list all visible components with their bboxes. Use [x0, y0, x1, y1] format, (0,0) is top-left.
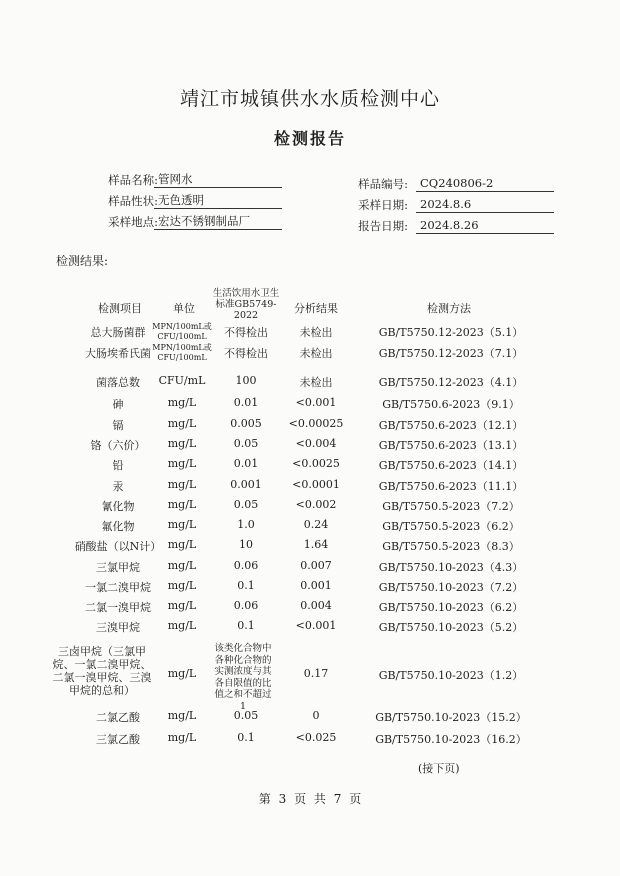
cell-item: 二氯乙酸 [96, 711, 140, 724]
cell-method: GB/T5750.5-2023（7.2） [382, 500, 520, 513]
cell-unit: MPN/100mL或CFU/100mL [152, 343, 212, 362]
cell-unit: mg/L [167, 559, 197, 572]
cell-standard: 0.05 [233, 498, 259, 511]
cell-unit: CFU/mL [158, 374, 206, 387]
cell-standard: 0.06 [233, 559, 259, 572]
cell-method: GB/T5750.10-2023（4.3） [378, 561, 524, 574]
page-prefix: 第 [258, 792, 271, 806]
cell-standard: 0.1 [237, 579, 255, 592]
cell-unit: mg/L [167, 498, 197, 511]
cell-method: GB/T5750.5-2023（8.3） [382, 540, 520, 553]
cell-result: <0.004 [295, 437, 337, 450]
cell-result: 未检出 [299, 376, 333, 389]
cell-unit: mg/L [167, 457, 197, 470]
cell-item: 三卤甲烷（三氯甲烷、一氯二溴甲烷、二氯一溴甲烷、三溴甲烷的总和） [52, 645, 152, 697]
cell-standard: 0.005 [230, 417, 262, 430]
col-header-result: 分析结果 [294, 302, 338, 315]
cell-result: 0.001 [300, 579, 332, 592]
cell-unit: MPN/100mL或CFU/100mL [152, 322, 212, 341]
cell-item: 铅 [112, 459, 124, 472]
cell-item: 二氯一溴甲烷 [85, 601, 151, 614]
cell-unit: mg/L [167, 518, 197, 531]
cell-method: GB/T5750.12-2023（7.1） [378, 347, 524, 360]
cell-result: 0.24 [303, 518, 329, 531]
cell-item: 镉 [112, 419, 124, 432]
report-title: 检测报告 [273, 129, 346, 148]
cell-method: GB/T5750.12-2023（5.1） [378, 326, 524, 339]
cell-method: GB/T5750.6-2023（9.1） [382, 398, 520, 411]
cell-result: <0.025 [295, 731, 337, 744]
cell-method: GB/T5750.10-2023（15.2） [375, 711, 527, 724]
cell-method: GB/T5750.10-2023（1.2） [378, 669, 524, 682]
cell-standard: 0.06 [233, 599, 259, 612]
cell-unit: mg/L [167, 599, 197, 612]
cell-method: GB/T5750.12-2023（4.1） [378, 376, 524, 389]
cell-item: 菌落总数 [96, 376, 140, 389]
cell-standard: 0.05 [233, 437, 259, 450]
sample-location-value: 宏达不锈钢制品厂 [154, 213, 282, 230]
cell-method: GB/T5750.6-2023（13.1） [378, 439, 524, 452]
page-footer [0, 790, 620, 807]
cell-standard: 1.0 [237, 518, 255, 531]
cell-method: GB/T5750.6-2023（12.1） [378, 419, 524, 432]
cell-standard: 0.1 [237, 731, 255, 744]
cell-standard: 不得检出 [224, 326, 268, 339]
cell-unit: mg/L [167, 579, 197, 592]
cell-unit: mg/L [167, 619, 197, 632]
cell-item: 砷 [112, 398, 124, 411]
cell-result: <0.001 [295, 619, 337, 632]
sample-state-value: 无色透明 [154, 192, 282, 209]
cell-unit: mg/L [167, 396, 197, 409]
sample-id-value: CQ240806-2 [416, 175, 554, 192]
cell-method: GB/T5750.6-2023（14.1） [378, 459, 524, 472]
cell-result: 0.004 [300, 599, 332, 612]
cell-item: 汞 [112, 480, 124, 493]
sample-name-label: 样品名称: [108, 173, 158, 187]
cell-result: 0 [312, 709, 320, 722]
cell-standard: 0.01 [233, 457, 259, 470]
cell-item: 三溴甲烷 [96, 621, 140, 634]
cell-standard: 0.001 [230, 478, 262, 491]
page-total: 7 [333, 792, 342, 806]
cell-method: GB/T5750.10-2023（5.2） [378, 621, 524, 634]
cell-result: 未检出 [299, 347, 333, 360]
cell-result: 未检出 [299, 326, 333, 339]
cell-unit: mg/L [167, 478, 197, 491]
cell-item: 大肠埃希氏菌 [85, 347, 151, 360]
cell-method: GB/T5750.10-2023（6.2） [378, 601, 524, 614]
cell-standard: 0.01 [233, 396, 259, 409]
cell-unit: mg/L [167, 538, 197, 551]
col-header-item: 检测项目 [98, 302, 142, 315]
results-heading: 检测结果: [56, 254, 109, 268]
cell-standard: 0.05 [233, 709, 259, 722]
cell-standard: 该类化合物中各种化合物的实测浓度与其各自限值的比值之和不超过1 [214, 643, 272, 712]
cell-unit: mg/L [167, 709, 197, 722]
page-suffix: 页 [349, 792, 362, 806]
cell-method: GB/T5750.10-2023（16.2） [375, 733, 527, 746]
sample-date-value: 2024.8.6 [416, 196, 554, 213]
cell-result: 1.64 [303, 538, 329, 551]
report-date-value: 2024.8.26 [416, 217, 554, 234]
cell-unit: mg/L [167, 731, 197, 744]
org-title: 靖江市城镇供水水质检测中心 [179, 88, 440, 110]
cell-unit: mg/L [167, 437, 197, 450]
sample-state-label: 样品性状: [108, 194, 158, 208]
cell-result: <0.0001 [292, 478, 340, 491]
cell-standard: 10 [239, 538, 253, 551]
sample-id-label: 样品编号: [358, 177, 408, 191]
cell-item: 总大肠菌群 [90, 326, 146, 339]
cell-item: 一氯二溴甲烷 [85, 581, 151, 594]
cell-method: GB/T5750.10-2023（7.2） [378, 581, 524, 594]
cell-item: 氰化物 [101, 500, 135, 513]
sample-location-label: 采样地点: [108, 215, 158, 229]
cell-item: 三氯甲烷 [96, 561, 140, 574]
cell-item: 硝酸盐（以N计） [74, 540, 162, 553]
sample-date-label: 采样日期: [358, 198, 408, 212]
col-header-method: 检测方法 [427, 302, 471, 315]
col-header-standard: 生活饮用水卫生标准GB5749-2022 [212, 288, 280, 321]
cell-standard: 100 [235, 374, 257, 387]
page-mid: 页 共 [294, 792, 326, 806]
cell-result: <0.0025 [292, 457, 340, 470]
cell-method: GB/T5750.6-2023（11.1） [378, 480, 524, 493]
cell-result: <0.001 [295, 396, 337, 409]
continued-note: (接下页) [418, 762, 460, 775]
cell-result: 0.17 [303, 667, 329, 680]
cell-unit: mg/L [167, 667, 197, 680]
cell-item: 三氯乙酸 [96, 733, 140, 746]
cell-item: 铬（六价） [90, 439, 146, 452]
cell-result: <0.002 [295, 498, 337, 511]
page-number: 3 [278, 792, 287, 806]
cell-standard: 不得检出 [224, 347, 268, 360]
cell-method: GB/T5750.5-2023（6.2） [382, 520, 520, 533]
col-header-unit: 单位 [173, 302, 195, 315]
cell-result: 0.007 [300, 559, 332, 572]
sample-name-value: 管网水 [154, 171, 282, 188]
cell-standard: 0.1 [237, 619, 255, 632]
cell-item: 氟化物 [101, 520, 135, 533]
cell-result: <0.00025 [288, 417, 344, 430]
report-date-label: 报告日期: [358, 219, 408, 233]
cell-unit: mg/L [167, 417, 197, 430]
